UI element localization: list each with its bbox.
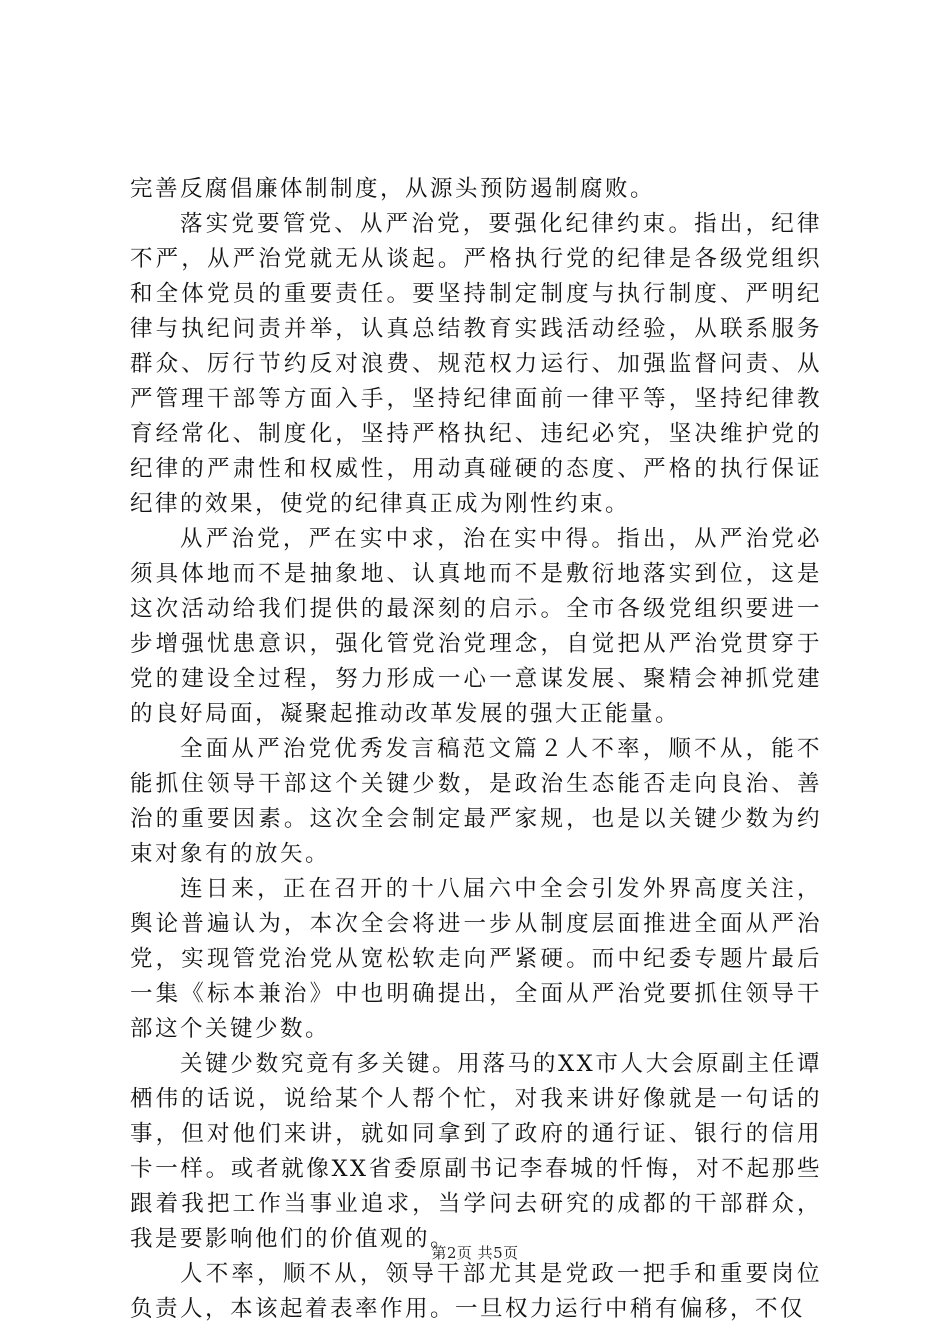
document-body	[130, 172, 822, 1327]
page-footer: 第2页 共5页	[431, 1244, 519, 1262]
paragraph-2: 落实党要管党、从严治党，要强化纪律约束。指出，纪律不严，从严治党就无从谈起。严格执行党的纪律是各级党组织和全体党员的重要责任。要坚持制定制度与执行制度、严明纪律与执纪问责并举，认真总结教育实践活动经验，从联系服务群众、厉行节约反对浪费、规范权力运行、加强监督问责、从严管理干部等方面入手，坚持纪律面前一律平等，坚持纪律教育经常化、制度化，坚持严格执纪、违纪必究，坚决维护党的纪律的严肃性和权威性，用动真碰硬的态度、严格的执行保证纪律的效果，使党的纪律真正成为刚性约束。	[130, 211, 822, 517]
paragraph-6: 关键少数究竟有多关键。用落马的XX市人大会原副主任谭栖伟的话说，说给某个人帮个忙，对我来讲好像就是一句话的事，但对他们来讲，就如同拿到了政府的通行证、银行的信用卡一样。或者就像XX省委原副书记李春城的忏悔，对不起那些跟着我把工作当事业追求，当学问去研究的成都的干部群众，我是要影响他们的价值观的。	[130, 1051, 822, 1252]
paragraph-7: 人不率，顺不从，领导干部尤其是党政一把手和重要岗位负责人，本该起着表率作用。一旦权力运行中稍有偏移，不仅	[130, 1261, 822, 1322]
paragraph-5: 连日来，正在召开的十八届六中全会引发外界高度关注，舆论普遍认为，本次全会将进一步从制度层面推进全面从严治党，实现管党治党从宽松软走向严紧硬。而中纪委专题片最后一集《标本兼治》中也明确提出，全面从严治党要抓住领导干部这个关键少数。	[130, 876, 822, 1042]
paragraph-3: 从严治党，严在实中求，治在实中得。指出，从严治党必须具体地而不是抽象地、认真地而不是敷衍地落实到位，这是这次活动给我们提供的最深刻的启示。全市各级党组织要进一步增强忧患意识，强化管党治党理念，自觉把从严治党贯穿于党的建设全过程，努力形成一心一意谋发展、聚精会神抓党建的良好局面，凝聚起推动改革发展的强大正能量。	[130, 526, 822, 727]
paragraph-1: 完善反腐倡廉体制制度，从源头预防遏制腐败。	[130, 176, 656, 202]
paragraph-4: 全面从严治党优秀发言稿范文篇２人不率，顺不从，能不能抓住领导干部这个关键少数，是政治生态能否走向良治、善治的重要因素。这次全会制定最严家规，也是以关键少数为约束对象有的放矢。	[130, 736, 822, 867]
